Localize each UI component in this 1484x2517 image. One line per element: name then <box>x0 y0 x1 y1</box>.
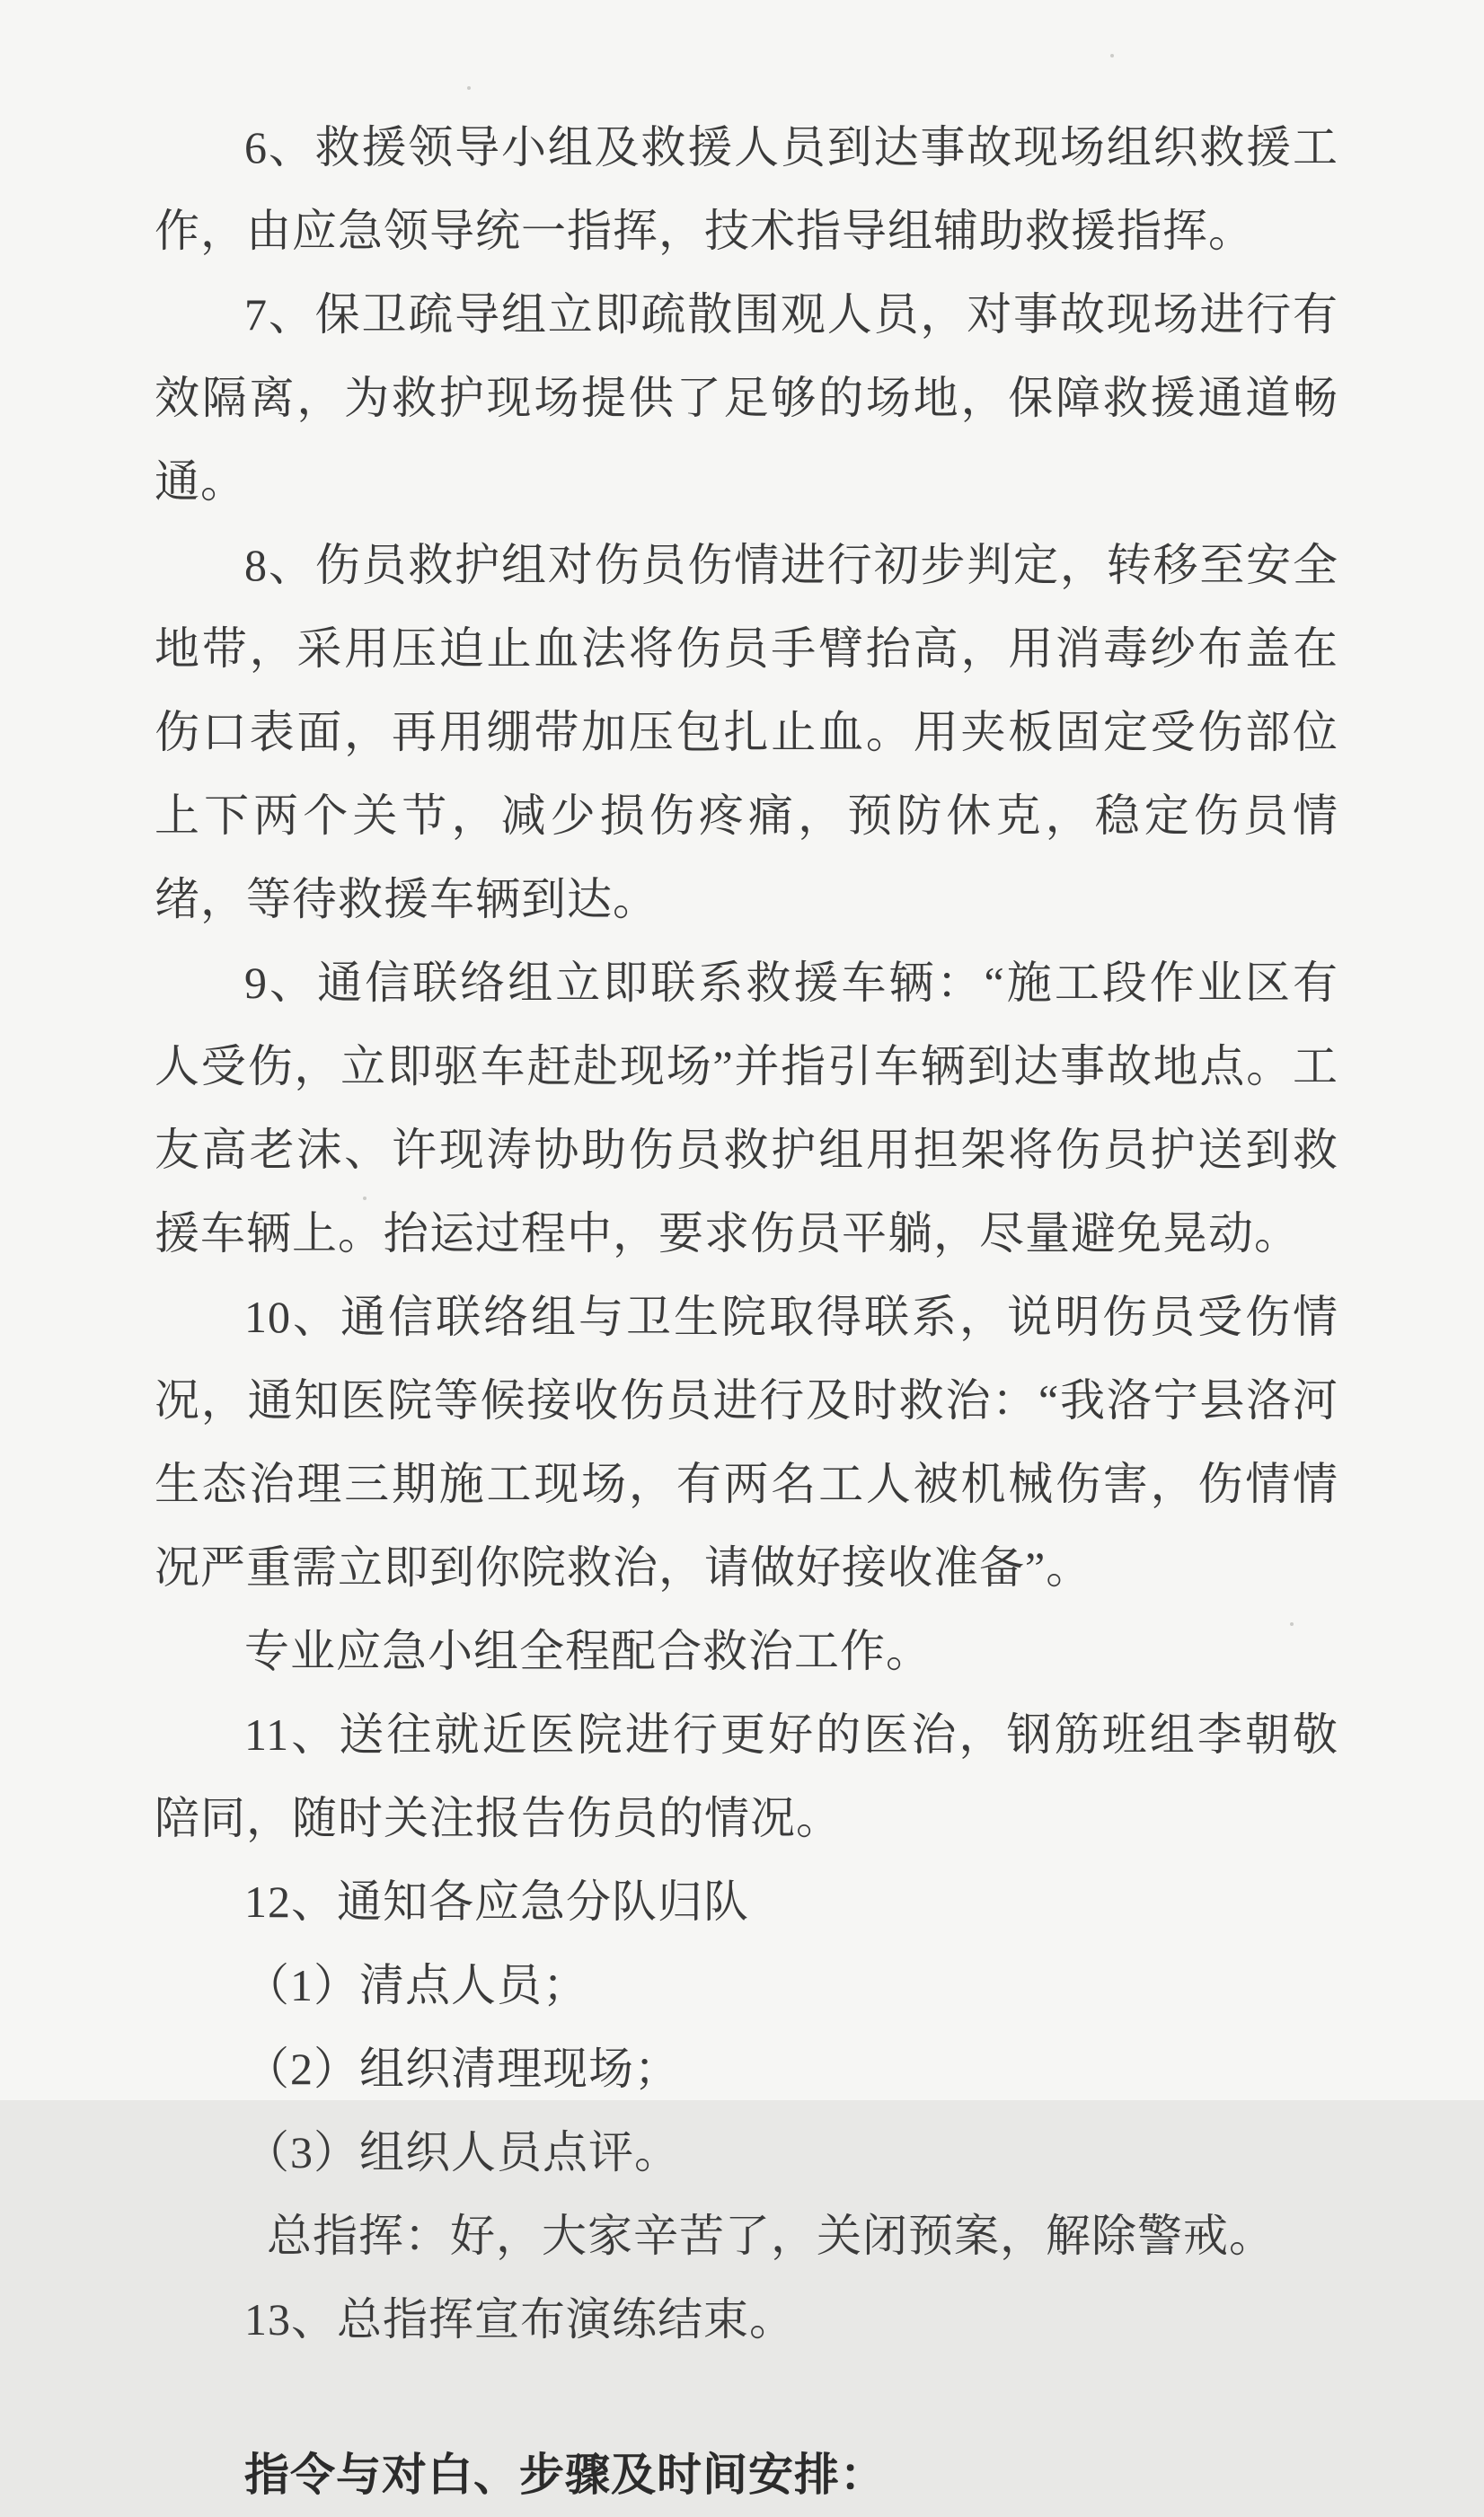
scan-speck <box>467 86 471 90</box>
paragraph-subitem-1: （1）清点人员； <box>244 1960 588 2010</box>
scan-speck <box>1110 54 1114 57</box>
scan-speck <box>1290 1622 1294 1626</box>
paragraph-subitem-3: （3）组织人员点评。 <box>244 2127 680 2177</box>
paragraph-subitem-2: （2）组织清理现场； <box>244 2044 680 2094</box>
scan-speck <box>363 1197 367 1200</box>
paragraph-item-9: 9、通信联络组立即联系救援车辆：“施工段作业区有人受伤，立即驱车赶赴现场”并指引车辆到达事故地点。工友高老沫、许现涛协助伤员救护组用担架将伤员护送到救援车辆上。抬运过程中，要求伤员平躺，尽量避免晃动。 <box>155 958 1338 1258</box>
section-heading-commands-schedule: 指令与对白、步骤及时间安排： <box>244 2450 886 2500</box>
paragraph-item-10: 10、通信联络组与卫生院取得联系，说明伤员受伤情况，通知医院等候接收伤员进行及时救治：“我洛宁县洛河生态治理三期施工现场，有两名工人被机械伤害，伤情情况严重需立即到你院救治，请做好接收准备”。 <box>155 1292 1338 1593</box>
paragraph-item-13: 13、总指挥宣布演练结束。 <box>244 2294 795 2345</box>
paragraph-item-6: 6、救援领导小组及救援人员到达事故现场组织救援工作，由应急领导统一指挥，技术指导组辅助救援指挥。 <box>155 122 1338 256</box>
paragraph-item-7: 7、保卫疏导组立即疏散围观人员，对事故现场进行有效隔离，为救护现场提供了足够的场地，保障救援通道畅通。 <box>155 289 1338 507</box>
paragraph-item-10-note: 专业应急小组全程配合救治工作。 <box>244 1626 932 1676</box>
document-body <box>155 106 1338 2517</box>
paragraph-item-12: 12、通知各应急分队归队 <box>244 1877 749 1927</box>
paragraph-item-11: 11、送往就近医院进行更好的医治，钢筋班组李朝敬陪同，随时关注报告伤员的情况。 <box>155 1709 1338 1843</box>
paragraph-item-8: 8、伤员救护组对伤员伤情进行初步判定，转移至安全地带，采用压迫止血法将伤员手臂抬高，用消毒纱布盖在伤口表面，再用绷带加压包扎止血。用夹板固定受伤部位上下两个关节，减少损伤疼痛，预防休克，稳定伤员情绪，等待救援车辆到达。 <box>155 540 1338 924</box>
paragraph-commander-line: 总指挥：好，大家辛苦了，关闭预案，解除警戒。 <box>267 2211 1275 2261</box>
